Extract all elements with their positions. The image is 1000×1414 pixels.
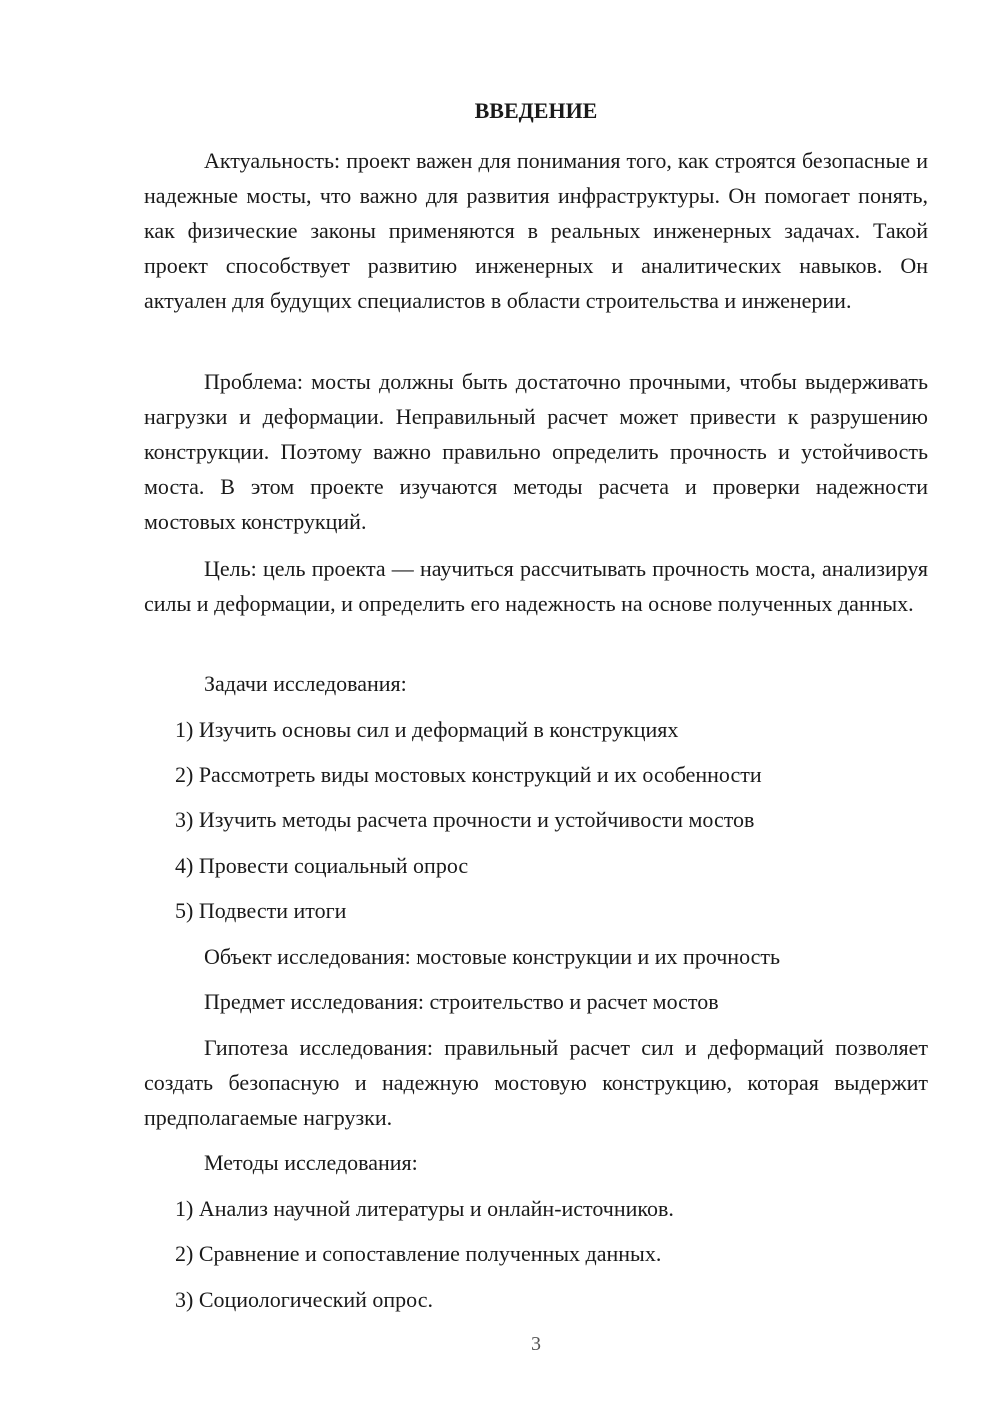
goal-paragraph: Цель: цель проекта — научиться рассчитывать прочность моста, анализируя силы и деформации, и определить его надежность на основе полученных данных.	[144, 556, 928, 616]
subject-line: Предмет исследования: строительство и расчет мостов	[204, 989, 719, 1014]
task-item: 5) Подвести итоги	[175, 898, 347, 923]
method-item: 3) Социологический опрос.	[175, 1287, 433, 1312]
task-item: 3) Изучить методы расчета прочности и устойчивости мостов	[175, 807, 755, 832]
relevance-paragraph: Актуальность: проект важен для понимания того, как строятся безопасные и надежные мосты, что важно для развития инфраструктуры. Он помогает понять, как физические законы применяются в реальных инженерных задачах. Такой проект способствует развитию инженерных и аналитических навыков. Он актуален для будущих специалистов в области строительства и инженерии.	[144, 148, 928, 313]
tasks-heading: Задачи исследования:	[204, 671, 407, 696]
page-number: 3	[531, 1333, 541, 1355]
task-item: 1) Изучить основы сил и деформаций в конструкциях	[175, 717, 679, 742]
hypothesis-paragraph: Гипотеза исследования: правильный расчет сил и деформаций позволяет создать безопасную и надежную мостовую конструкцию, которая выдержит предполагаемые нагрузки.	[144, 1035, 928, 1130]
methods-heading: Методы исследования:	[204, 1150, 418, 1175]
method-item: 2) Сравнение и сопоставление полученных данных.	[175, 1241, 662, 1266]
page-title: ВВЕДЕНИЕ	[474, 98, 598, 123]
task-item: 2) Рассмотреть виды мостовых конструкций и их особенности	[175, 762, 762, 787]
task-item: 4) Провести социальный опрос	[175, 853, 469, 878]
problem-paragraph: Проблема: мосты должны быть достаточно прочными, чтобы выдерживать нагрузки и деформации. Неправильный расчет может привести к разрушению конструкции. Поэтому важно правильно определить прочность и устойчивость моста. В этом проекте изучаются методы расчета и проверки надежности мостовых конструкций.	[144, 369, 928, 534]
object-line: Объект исследования: мостовые конструкции и их прочность	[204, 944, 781, 969]
method-item: 1) Анализ научной литературы и онлайн-источников.	[175, 1196, 674, 1221]
